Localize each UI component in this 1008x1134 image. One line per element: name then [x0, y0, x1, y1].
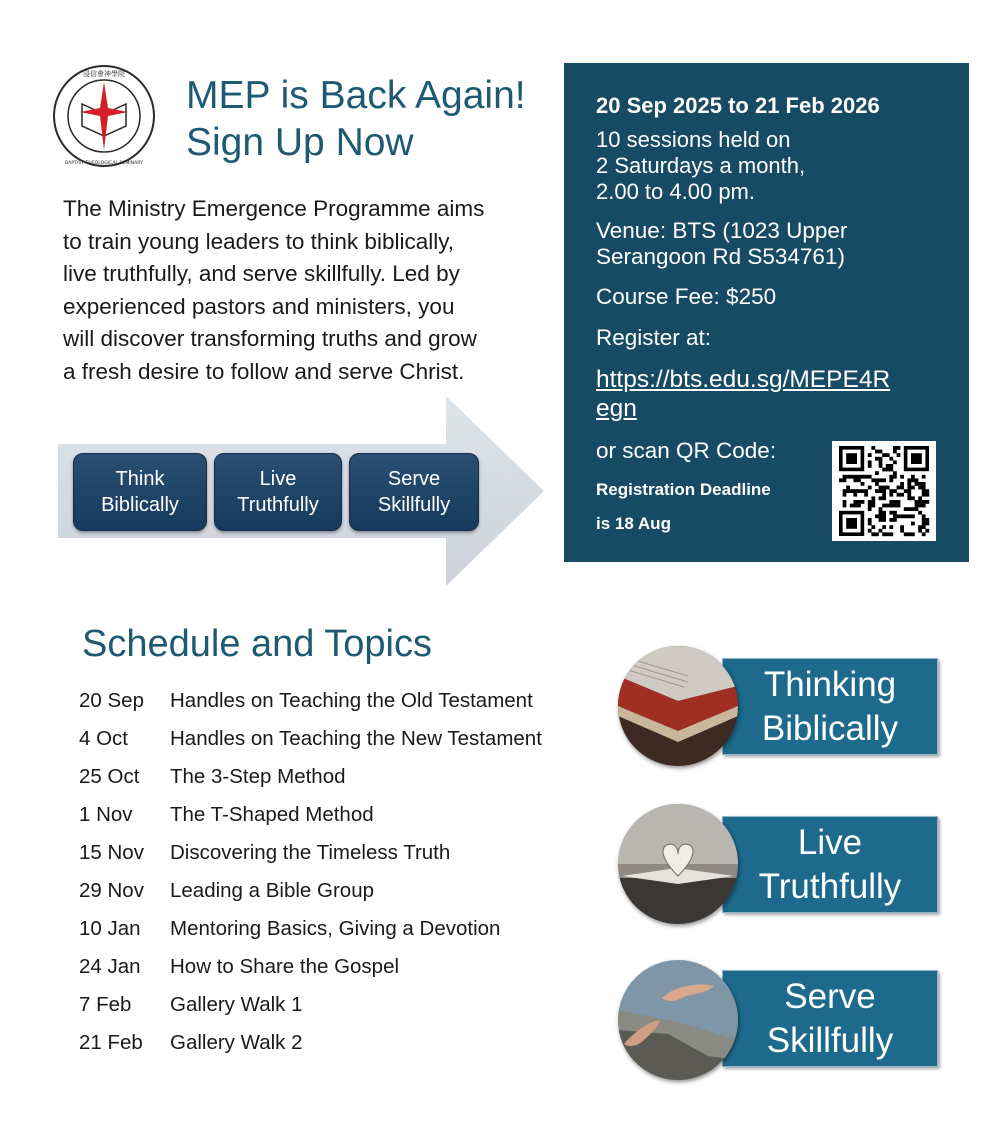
schedule-date: 1 Nov	[79, 803, 133, 826]
deadline-line: Registration Deadline	[596, 480, 771, 499]
sessions-line: 2 Saturdays a month,	[596, 153, 806, 178]
register-label: Register at:	[596, 325, 712, 350]
schedule-topic: Discovering the Timeless Truth	[170, 841, 451, 864]
thinking-biblically-badge	[722, 658, 938, 755]
qr-code-icon[interactable]	[832, 441, 936, 541]
schedule-date: 29 Nov	[79, 879, 144, 902]
box-line-1: Serve	[387, 468, 441, 490]
live-truthfully-box	[214, 453, 342, 531]
seminary-logo	[52, 64, 156, 168]
intro-line: a fresh desire to follow and serve Christ.	[63, 358, 465, 384]
badge-line-2: Skillfully	[766, 1020, 894, 1060]
box-line-1: Live	[259, 468, 297, 490]
heart-pages-photo	[618, 804, 738, 924]
schedule-topic: Handles on Teaching the New Testament	[170, 727, 542, 750]
schedule-date: 20 Sep	[79, 689, 144, 712]
open-bible-image	[618, 646, 738, 766]
heart-pages-image	[618, 804, 738, 924]
box-line-2: Truthfully	[237, 494, 319, 516]
venue-line: Serangoon Rd S534761)	[596, 244, 845, 269]
badge-line-1: Serve	[784, 976, 876, 1016]
box-line-2: Skillfully	[377, 494, 451, 516]
schedule-date: 4 Oct	[79, 727, 128, 750]
course-dates: 20 Sep 2025 to 21 Feb 2026	[596, 93, 880, 118]
badge-line-2: Biblically	[761, 708, 899, 748]
intro-line: experienced pastors and ministers, you	[63, 293, 455, 319]
schedule-topic: Gallery Walk 1	[170, 993, 303, 1016]
live-truthfully-badge	[722, 816, 938, 913]
intro-line: live truthfully, and serve skillfully. Led by	[63, 261, 460, 286]
serve-skillfully-box	[349, 453, 479, 531]
serve-skillfully-badge	[722, 970, 938, 1067]
schedule-topic: Handles on Teaching the Old Testament	[170, 689, 533, 712]
schedule-date: 24 Jan	[79, 955, 141, 978]
venue-line: Venue: BTS (1023 Upper	[596, 218, 848, 243]
schedule-date: 21 Feb	[79, 1031, 143, 1054]
intro-line: to train young leaders to think biblically,	[63, 228, 455, 254]
box-line-2: Biblically	[101, 494, 179, 516]
headline-line-2: Sign Up Now	[186, 121, 414, 164]
badge-line-1: Thinking	[763, 664, 897, 704]
schedule-date: 15 Nov	[79, 841, 144, 864]
think-biblically-box	[73, 453, 207, 531]
info-panel	[564, 63, 969, 562]
course-fee: Course Fee: $250	[596, 284, 777, 309]
intro-line: will discover transforming truths and grow	[63, 326, 477, 351]
helping-hands-image	[618, 960, 738, 1080]
seal-ring-text: BAPTIST THEOLOGICAL SEMINARY	[65, 161, 143, 166]
intro-paragraph	[63, 193, 563, 388]
schedule-topic: Gallery Walk 2	[170, 1031, 303, 1054]
schedule-date: 25 Oct	[79, 765, 140, 788]
deadline-line: is 18 Aug	[596, 514, 671, 533]
intro-line: The Ministry Emergence Programme aims	[63, 196, 485, 221]
seal-chinese-text: 浸信會神學院	[83, 70, 125, 78]
badge-line-1: Live	[797, 822, 863, 862]
registration-link-wrap[interactable]: egn	[596, 395, 637, 422]
schedule-date: 10 Jan	[79, 917, 141, 940]
open-bible-photo	[618, 646, 738, 766]
schedule-topic: The 3-Step Method	[170, 765, 346, 788]
qr-code-graphic	[832, 441, 936, 541]
sessions-line: 10 sessions held on	[596, 127, 791, 152]
registration-link[interactable]: https://bts.edu.sg/MEPE4R	[596, 366, 891, 393]
badge-line-2: Truthfully	[758, 866, 902, 906]
headline-line-1: MEP is Back Again!	[186, 74, 526, 117]
schedule-topic: Leading a Bible Group	[170, 879, 375, 902]
box-line-1: Think	[115, 468, 165, 490]
helping-hands-photo	[618, 960, 738, 1080]
seminary-seal-icon	[52, 64, 156, 168]
schedule-title: Schedule and Topics	[82, 623, 432, 665]
scan-label: or scan QR Code:	[596, 438, 777, 463]
schedule-topic: How to Share the Gospel	[170, 955, 400, 978]
schedule-topic: Mentoring Basics, Giving a Devotion	[170, 917, 501, 940]
schedule-date: 7 Feb	[79, 993, 132, 1016]
schedule-topic: The T-Shaped Method	[170, 803, 374, 826]
sessions-line: 2.00 to 4.00 pm.	[596, 179, 755, 204]
headline	[186, 72, 546, 166]
